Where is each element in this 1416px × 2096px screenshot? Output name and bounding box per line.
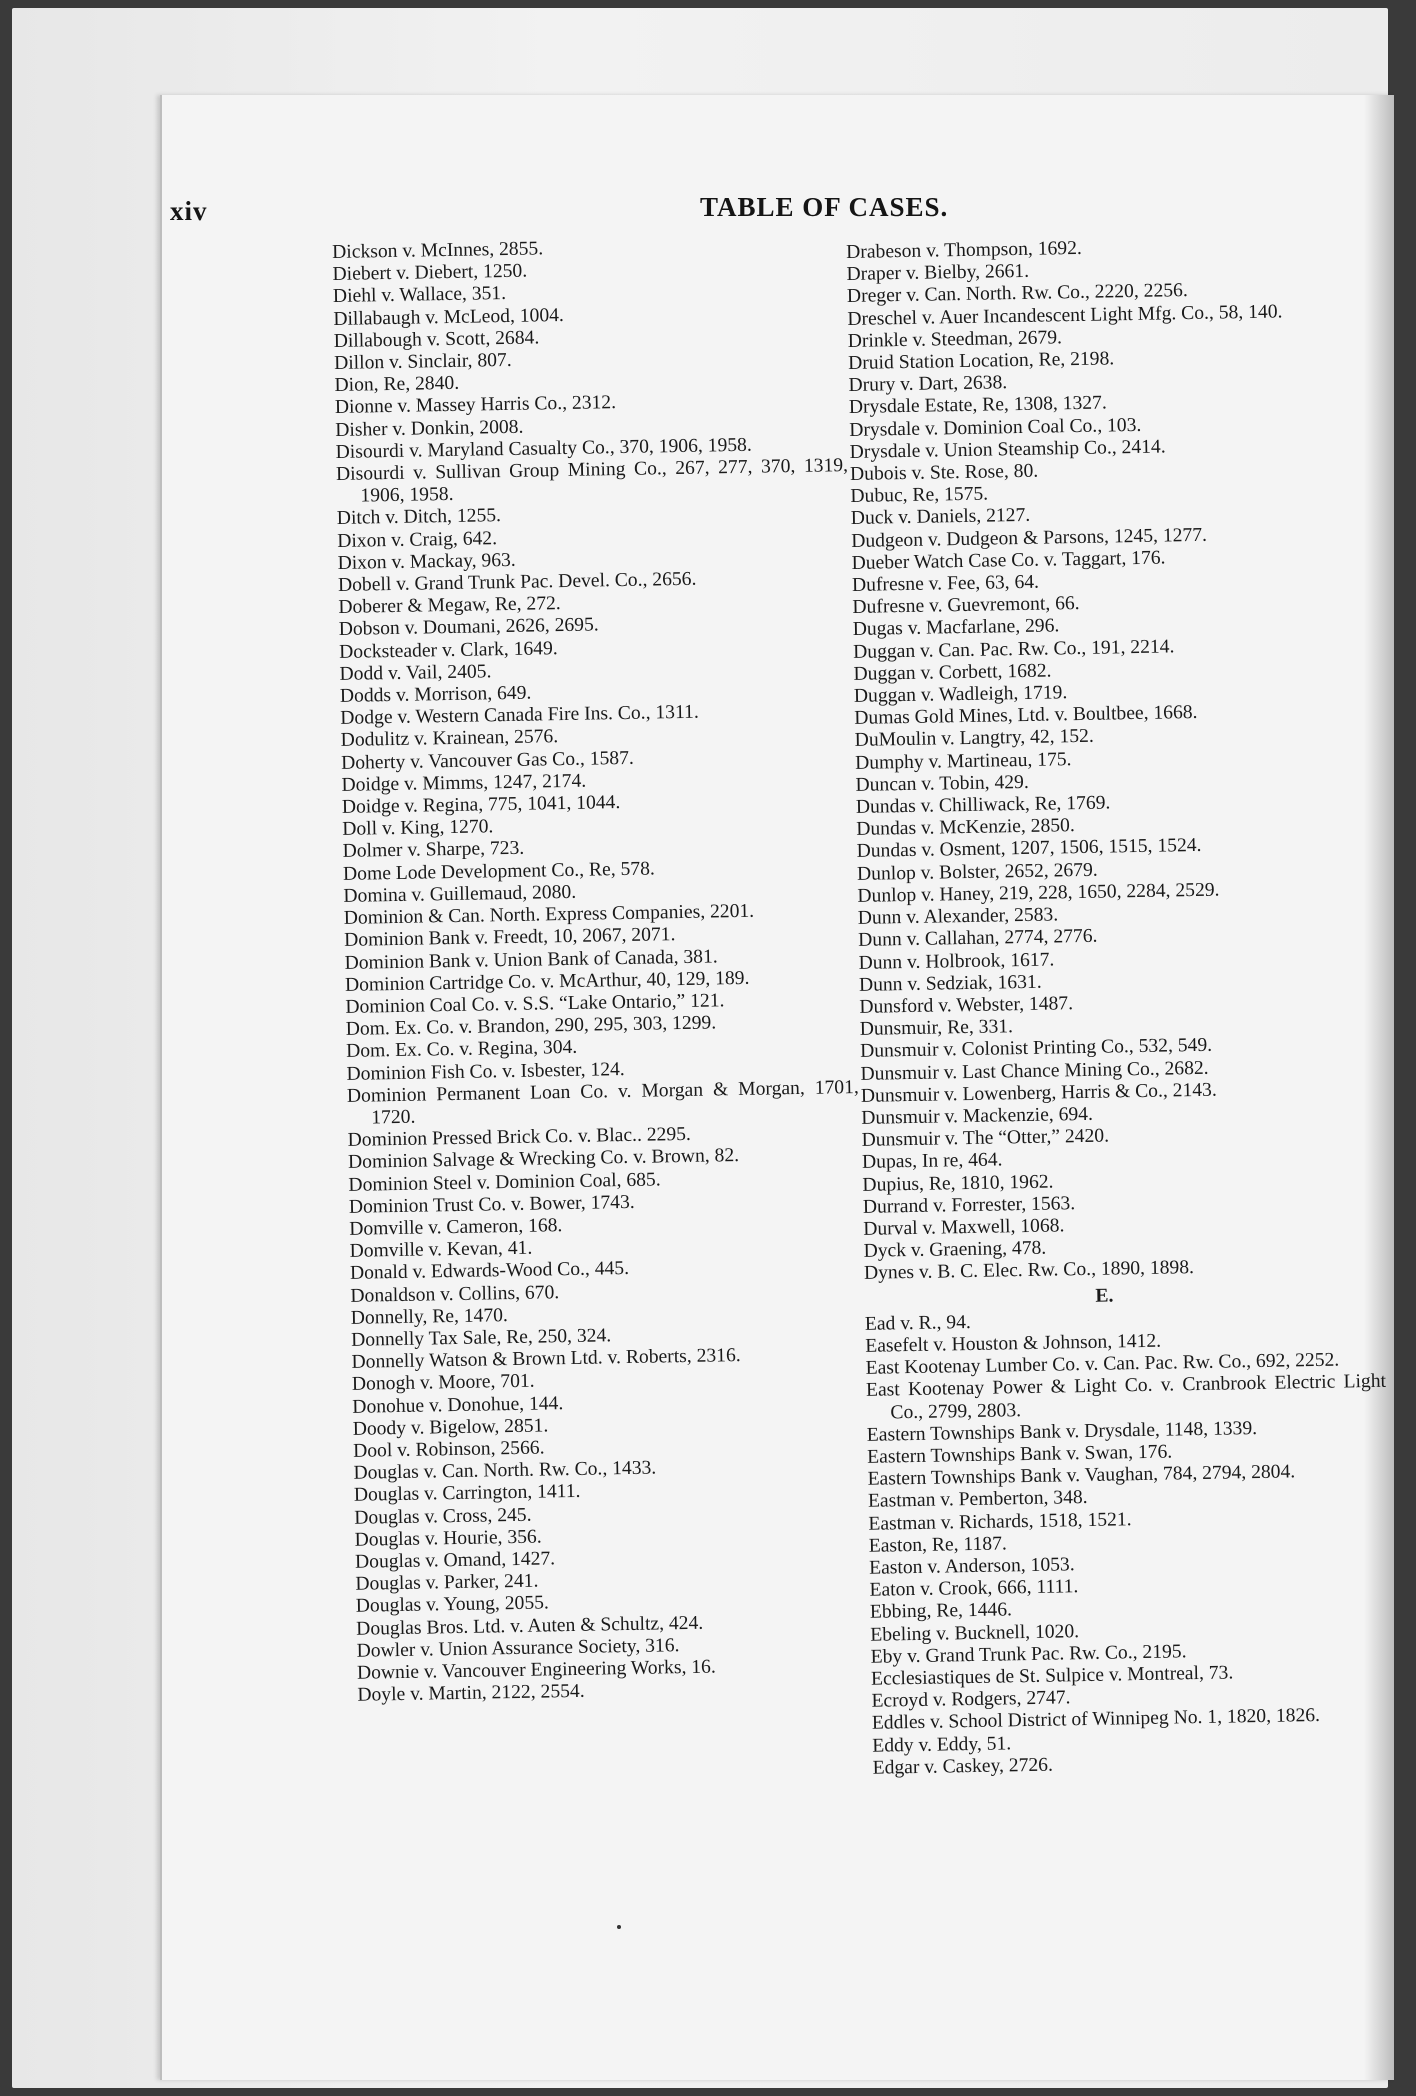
case-entry: Douglas v. Young, 2055.	[355, 1592, 550, 1618]
case-entry: Dominion Steel v. Dominion Coal, 685.	[348, 1168, 661, 1196]
case-entry: Dobson v. Doumani, 2626, 2695.	[338, 614, 599, 641]
case-entry: Doody v. Bigelow, 2851.	[352, 1415, 549, 1440]
case-entry: Dominion & Can. North. Express Companies, 2201.	[343, 900, 755, 929]
case-entry: Dyck v. Graening, 478.	[863, 1237, 1047, 1262]
case-entry: Domville v. Kevan, 41.	[349, 1237, 533, 1262]
case-entry: Durrand v. Forrester, 1563.	[862, 1192, 1076, 1218]
case-entry: Ebeling v. Bucknell, 1020.	[870, 1620, 1080, 1646]
case-entry: Dundas v. Osment, 1207, 1506, 1515, 1524.	[856, 835, 1202, 863]
case-entry: Easton, Re, 1187.	[868, 1533, 1007, 1557]
case-entry: Dominion Coal Co. v. S.S. “Lake Ontario,” 121.	[345, 990, 725, 1018]
case-entry: Dionne v. Massey Harris Co., 2312.	[334, 392, 617, 419]
case-entry: Eby v. Grand Trunk Pac. Rw. Co., 2195.	[870, 1641, 1187, 1668]
case-entry: Doidge v. Mimms, 1247, 2174.	[341, 770, 587, 796]
case-entry: Doherty v. Vancouver Gas Co., 1587.	[340, 747, 635, 774]
case-entry: Dominion Fish Co. v. Isbester, 124.	[346, 1058, 625, 1085]
case-entry: Dillabaugh v. McLeod, 1004.	[333, 304, 565, 330]
case-entry: East Kootenay Power & Light Co. v. Cranbrook Electric Light Co., 2799, 2803.	[865, 1371, 1387, 1423]
case-entry: Ead v. R., 94.	[864, 1311, 972, 1335]
case-entry: Dolmer v. Sharpe, 723.	[342, 838, 525, 863]
case-entry: Easton v. Anderson, 1053.	[868, 1554, 1075, 1579]
case-entry: Donnelly, Re, 1470.	[350, 1304, 509, 1329]
case-entry: DuMoulin v. Langtry, 42, 152.	[854, 726, 1094, 752]
case-entry: Disher v. Donkin, 2008.	[335, 416, 524, 441]
case-entry: Dreger v. Can. North. Rw. Co., 2220, 2256.	[846, 280, 1188, 308]
case-entry: Dunsmuir, Re, 331.	[859, 1016, 1014, 1040]
case-entry: Dynes v. B. C. Elec. Rw. Co., 1890, 1898.	[863, 1257, 1195, 1285]
case-entry: Disourdi v. Sullivan Group Mining Co., 267, 277, 370, 1319, 1906, 1958.	[335, 455, 849, 507]
case-entry: Douglas v. Parker, 241.	[355, 1570, 539, 1595]
case-entry: Diehl v. Wallace, 351.	[332, 283, 507, 308]
page-number: xiv	[170, 196, 208, 226]
case-entry: East Kootenay Lumber Co. v. Can. Pac. Rw. Co., 692, 2252.	[865, 1349, 1340, 1379]
case-entry: Dion, Re, 2840.	[334, 373, 460, 397]
case-entry: Dunsmuir v. The “Otter,” 2420.	[861, 1125, 1110, 1151]
case-entry: Dominion Salvage & Wrecking Co. v. Brown, 82.	[347, 1145, 740, 1174]
case-entry: Douglas v. Can. North. Rw. Co., 1433.	[353, 1457, 657, 1484]
case-entry: Donogh v. Moore, 701.	[351, 1370, 535, 1396]
case-entry: Dome Lode Development Co., Re, 578.	[342, 858, 655, 885]
right-column	[846, 233, 1393, 1780]
section-e-entries	[865, 1305, 1393, 1780]
case-entry: Dufresne v. Fee, 63, 64.	[851, 571, 1040, 596]
case-entry: Dunn v. Alexander, 2583.	[857, 904, 1059, 929]
case-entry: Druid Station Location, Re, 2198.	[847, 348, 1115, 374]
case-entry: Dundas v. Chilliwack, Re, 1769.	[855, 792, 1111, 818]
case-entry: Dodds v. Morrison, 649.	[339, 682, 532, 707]
case-entry: Ecroyd v. Rodgers, 2747.	[871, 1687, 1071, 1712]
case-entry: Dominion Cartridge Co. v. McArthur, 40, 129, 189.	[344, 967, 750, 996]
case-entry: Docksteader v. Clark, 1649.	[338, 637, 558, 663]
case-entry: Disourdi v. Maryland Casualty Co., 370, 1906, 1958.	[335, 434, 752, 463]
case-entry: Doll v. King, 1270.	[342, 816, 494, 841]
case-entry: Doidge v. Regina, 775, 1041, 1044.	[341, 792, 621, 818]
case-entry: Donnelly Tax Sale, Re, 250, 324.	[350, 1325, 612, 1351]
case-entry: Dominion Bank v. Union Bank of Canada, 381.	[344, 945, 718, 974]
case-entry: Dodge v. Western Canada Fire Ins. Co., 1311.	[340, 701, 699, 730]
case-entry: Douglas Bros. Ltd. v. Auten & Schultz, 424.	[356, 1612, 704, 1640]
case-entry: Eastern Townships Bank v. Vaughan, 784, 2794, 2804.	[867, 1461, 1296, 1490]
case-entry: Eastern Townships Bank v. Drysdale, 1148, 1339.	[866, 1417, 1258, 1446]
case-entry: Dugas v. Macfarlane, 296.	[852, 615, 1060, 641]
case-entry: Dufresne v. Guevremont, 66.	[852, 593, 1080, 619]
case-entry: Drabeson v. Thompson, 1692.	[846, 237, 1082, 263]
case-entry: Dodd v. Vail, 2405.	[339, 661, 492, 685]
case-entry: Dillon v. Sinclair, 807.	[333, 349, 512, 374]
case-entry: Duggan v. Wadleigh, 1719.	[853, 682, 1068, 707]
case-entry: Easefelt v. Houston & Johnson, 1412.	[865, 1330, 1162, 1357]
case-entry: Draper v. Bielby, 2661.	[846, 261, 1030, 286]
case-entry: Drury v. Dart, 2638.	[848, 372, 1008, 397]
case-entry: Drysdale Estate, Re, 1308, 1327.	[848, 392, 1107, 419]
case-entry: Eaton v. Crook, 666, 1111.	[869, 1576, 1079, 1601]
case-entry: Eddy v. Eddy, 51.	[872, 1732, 1012, 1757]
case-entry: Domina v. Guillemaud, 2080.	[343, 881, 577, 907]
case-entry: Dumas Gold Mines, Ltd. v. Boultbee, 1668.	[854, 702, 1198, 730]
case-entry: Dueber Watch Case Co. v. Taggart, 176.	[851, 547, 1166, 574]
case-entry: Dunsmuir v. Lowenberg, Harris & Co., 2143.	[860, 1079, 1217, 1107]
case-entry: Douglas v. Carrington, 1411.	[353, 1481, 581, 1507]
section-e-heading: E.	[1095, 1285, 1114, 1307]
case-entry: Douglas v. Omand, 1427.	[354, 1548, 556, 1573]
case-entry: Dom. Ex. Co. v. Brandon, 290, 295, 303, 1299.	[345, 1012, 717, 1040]
case-entry: Dunsmuir v. Last Chance Mining Co., 2682.	[860, 1057, 1209, 1085]
case-entry: Dumphy v. Martineau, 175.	[854, 748, 1072, 774]
case-entry: Doyle v. Martin, 2122, 2554.	[357, 1681, 585, 1706]
case-entry: Dunlop v. Haney, 219, 228, 1650, 2284, 2529.	[857, 879, 1220, 907]
case-entry: Dool v. Robinson, 2566.	[352, 1437, 545, 1462]
case-entry: Ditch v. Ditch, 1255.	[336, 505, 502, 530]
case-entry: Dickson v. McInnes, 2855.	[332, 238, 544, 263]
case-entry: Dominion Permanent Loan Co. v. Morgan & Morgan, 1701, 1720.	[346, 1076, 860, 1129]
case-entry: Drysdale v. Dominion Coal Co., 103.	[849, 414, 1142, 441]
case-entry: Ebbing, Re, 1446.	[869, 1599, 1013, 1624]
case-entry: Doberer & Megaw, Re, 272.	[338, 593, 561, 619]
case-entry: Dudgeon v. Dudgeon & Parsons, 1245, 1277.	[851, 524, 1208, 552]
case-entry: Dominion Trust Co. v. Bower, 1743.	[348, 1191, 635, 1218]
case-entry: Domville v. Cameron, 168.	[349, 1215, 563, 1240]
left-column	[332, 233, 869, 1707]
case-entry: Eastman v. Pemberton, 348.	[867, 1487, 1088, 1513]
case-entry: Dupius, Re, 1810, 1962.	[862, 1171, 1054, 1196]
case-entry: Eastern Townships Bank v. Swan, 176.	[867, 1441, 1173, 1468]
case-entry: Edgar v. Caskey, 2726.	[872, 1754, 1054, 1779]
page-title: TABLE OF CASES.	[700, 192, 949, 222]
case-entry: Dowler v. Union Assurance Society, 316.	[356, 1634, 680, 1662]
case-entry: Dunn v. Holbrook, 1617.	[858, 948, 1055, 974]
case-entry: Eastman v. Richards, 1518, 1521.	[868, 1508, 1132, 1535]
case-entry: Diebert v. Diebert, 1250.	[332, 260, 528, 286]
case-entry: Dunn v. Callahan, 2774, 2776.	[858, 926, 1098, 952]
case-entry: Dreschel v. Auer Incandescent Light Mfg. Co., 58, 140.	[847, 301, 1283, 330]
case-entry: Donald v. Edwards-Wood Co., 445.	[349, 1258, 630, 1285]
case-entry: Downie v. Vancouver Engineering Works, 16.	[356, 1656, 716, 1684]
case-entry: Ecclesiastiques de St. Sulpice v. Montreal, 73.	[870, 1662, 1234, 1690]
case-entry: Dubuc, Re, 1575.	[850, 483, 989, 508]
case-entry: Donnelly Watson & Brown Ltd. v. Roberts, 2316.	[351, 1345, 741, 1373]
case-entry: Duggan v. Corbett, 1682.	[853, 660, 1052, 685]
case-entry: Dominion Bank v. Freedt, 10, 2067, 2071.	[344, 924, 676, 952]
case-entry: Dunsford v. Webster, 1487.	[859, 993, 1074, 1018]
case-entry: Duck v. Daniels, 2127.	[850, 505, 1031, 530]
case-entry: Dundas v. McKenzie, 2850.	[856, 815, 1075, 841]
case-entry: Douglas v. Hourie, 356.	[354, 1526, 542, 1551]
case-entry: Dupas, In re, 464.	[861, 1149, 1003, 1174]
case-entry: Dixon v. Mackay, 963.	[337, 549, 516, 574]
case-entry: Dunn v. Sedziak, 1631.	[858, 971, 1042, 996]
page-mark	[617, 1925, 621, 1929]
case-entry: Dom. Ex. Co. v. Regina, 304.	[345, 1037, 578, 1063]
case-entry: Eddles v. School District of Winnipeg No. 1, 1820, 1826.	[871, 1705, 1321, 1735]
case-entry: Duggan v. Can. Pac. Rw. Co., 191, 2214.	[852, 635, 1175, 663]
case-entry: Donaldson v. Collins, 670.	[350, 1281, 560, 1307]
case-entry: Dubois v. Ste. Rose, 80.	[849, 460, 1039, 485]
section-d-entries	[846, 233, 1384, 1285]
case-entry: Donohue v. Donohue, 144.	[352, 1392, 564, 1418]
case-entry: Dominion Pressed Brick Co. v. Blac.. 2295.	[347, 1123, 692, 1151]
case-entry: Dobell v. Grand Trunk Pac. Devel. Co., 2656.	[337, 568, 697, 596]
case-entry: Dillabough v. Scott, 2684.	[333, 327, 540, 352]
case-entry: Dixon v. Craig, 642.	[337, 527, 498, 552]
case-entry: Drysdale v. Union Steamship Co., 2414.	[849, 436, 1166, 463]
case-entry: Douglas v. Cross, 245.	[354, 1504, 532, 1529]
case-entry: Dunlop v. Bolster, 2652, 2679.	[856, 859, 1098, 885]
case-entry: Dunsmuir v. Mackenzie, 694.	[861, 1103, 1094, 1129]
case-entry: Drinkle v. Steedman, 2679.	[847, 327, 1063, 352]
case-entry: Duncan v. Tobin, 429.	[855, 771, 1029, 796]
case-entry: Dunsmuir v. Colonist Printing Co., 532, 549.	[859, 1035, 1213, 1063]
case-entry: Durval v. Maxwell, 1068.	[863, 1215, 1065, 1240]
case-entry: Dodulitz v. Krainean, 2576.	[340, 726, 559, 752]
